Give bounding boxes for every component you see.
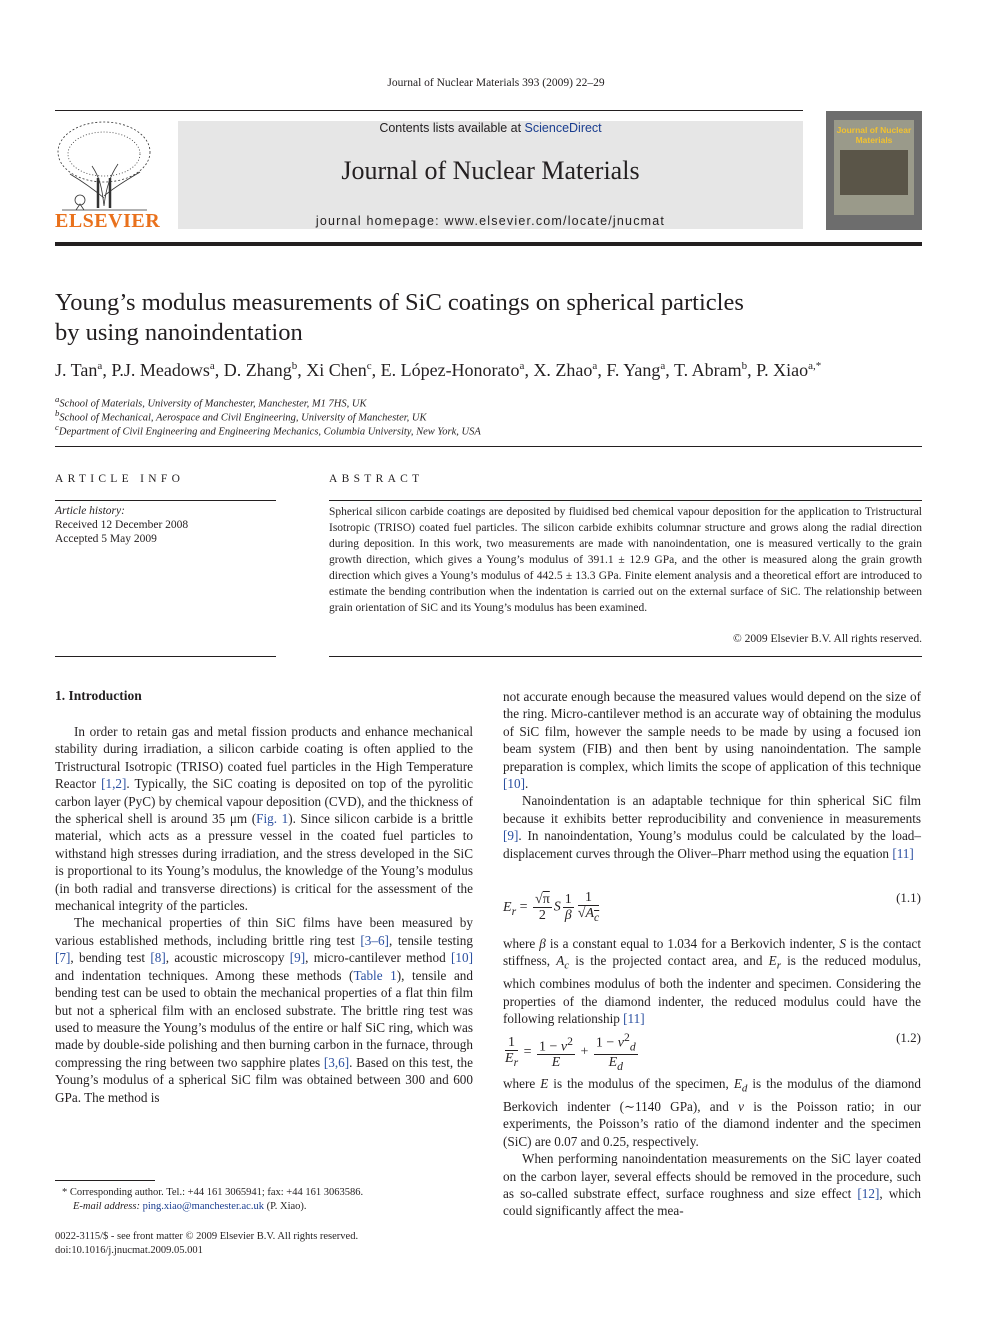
- author[interactable]: J. Tan: [55, 360, 98, 380]
- cover-title: Journal of Nuclear Materials: [836, 125, 912, 145]
- footnote-divider: [55, 1180, 155, 1181]
- author-affiliation-marker: a: [592, 360, 598, 372]
- abstract-divider: [329, 500, 922, 501]
- citation-link[interactable]: [12]: [857, 1186, 880, 1202]
- body-column-right-bottom: [503, 1075, 921, 1220]
- elsevier-wordmark: ELSEVIER: [55, 210, 161, 232]
- sciencedirect-link[interactable]: ScienceDirect: [524, 121, 602, 135]
- paragraph: where β is a constant equal to 1.034 for a Berkovich indenter, S is the contact stiffness, $A_c$ is the projected contact area, and $E_r$ is the reduced modulus, which combines modulus of both the indenter and specimen. Considering the properties of the diamond indenter, the reduced modulus could have the following relationship [11]: [503, 936, 921, 1027]
- history-label: Article history:: [55, 505, 125, 517]
- abstract-body: Spherical silicon carbide coatings are deposited by fluidised bed chemical vapour deposition for the application to Tristructural Isotropic (TRISO) coated fuel particles. The silicon carbide exhibits columnar structure and grows along the radial direction during deposition. In this work, two measurements are made with nanoindentation, one is measured vertically to the grain growth direction, which gives a Young’s modulus of 391.1 ± 12.9 GPa, and the other is measured along the grain growth direction which gives a Young’s modulus of 442.5 ± 13.3 GPa. Finite element analysis and a theoretical effort are introduced to estimate the bending contribution when the indentation is carried out on the external surface of SiC. The relationship between grain orientation of SiC and its Young’s modulus has been examined.: [329, 506, 922, 614]
- paragraph: When performing nanoindentation measurements on the SiC layer coated on the carbon layer, several effects should be removed in the procedure, such as so-called substrate effect, surface roughness and size effect [12], which could significantly affect the mea-: [503, 1151, 921, 1219]
- email-link[interactable]: ping.xiao@manchester.ac.uk: [142, 1201, 264, 1212]
- affiliation-divider: [55, 446, 922, 447]
- header-divider: [55, 242, 922, 246]
- article-title: [55, 288, 915, 348]
- received-date: Received 12 December 2008: [55, 519, 189, 531]
- equation-1-2: $\frac{1}{E_r}$ = $\frac{1 - \nu^2}{E}$ + $\frac{1 - \nu^2_d}{E_d}$ (1.2): [505, 1030, 921, 1074]
- author-affiliation-marker: b: [291, 360, 298, 372]
- author-affiliation-marker: a: [660, 360, 666, 372]
- paragraph: not accurate enough because the measured values would depend on the size of the ring. Micro-cantilever method is an accurate way of obtaining the modulus of SiC film, however the sample needs to be made by using a focused ion beam system (FIB) and then bent by using nanoindentation. The sample preparation is complex, which limits the scope of application of this technique [10].: [503, 689, 921, 792]
- citation-link[interactable]: [3,6]: [323, 1054, 350, 1070]
- article-title-line2: by using nanoindentation: [55, 319, 303, 346]
- journal-title: Journal of Nuclear Materials: [341, 156, 640, 185]
- article-info-heading: ARTICLE INFO: [55, 473, 185, 485]
- citation-link[interactable]: [7]: [55, 950, 71, 966]
- citation-link[interactable]: [9]: [289, 950, 306, 966]
- contents-line: [178, 121, 803, 135]
- author[interactable]: X. Zhao: [533, 360, 593, 380]
- corresponding-author-footnote: * Corresponding author. Tel.: +44 161 3065941; fax: +44 161 3063586.: [62, 1187, 364, 1198]
- section-heading-introduction: 1. Introduction: [55, 688, 142, 703]
- top-divider: [55, 110, 803, 111]
- article-info-bottom-divider: [55, 656, 276, 657]
- author-affiliation-marker: a: [97, 360, 103, 372]
- journal-reference: Journal of Nuclear Materials 393 (2009) 22–29: [387, 77, 605, 89]
- author-affiliation-marker: a: [209, 360, 215, 372]
- citation-link[interactable]: [3–6]: [360, 932, 389, 948]
- affiliation-c: $^c$Department of Civil Engineering and Engineering Mechanics, Columbia University, New York, USA: [55, 422, 481, 438]
- abstract-heading: ABSTRACT: [329, 473, 424, 485]
- citation-link[interactable]: [10]: [503, 776, 525, 792]
- affiliation-a: $^a$School of Materials, University of Manchester, Manchester, M1 7HS, UK: [55, 394, 367, 410]
- author-affiliation-marker: a,*: [808, 360, 822, 372]
- abstract-bottom-divider: [329, 656, 922, 657]
- citation-link[interactable]: [11]: [623, 1011, 645, 1027]
- accepted-date: Accepted 5 May 2009: [55, 533, 157, 545]
- author[interactable]: D. Zhang: [223, 360, 292, 380]
- issn-line: 0022-3115/$ - see front matter © 2009 Elsevier B.V. All rights reserved.: [55, 1231, 359, 1242]
- author-affiliation-marker: b: [741, 360, 748, 372]
- body-column-right-middle: [503, 935, 921, 1028]
- doi-line[interactable]: doi:10.1016/j.jnucmat.2009.05.001: [55, 1245, 203, 1256]
- table-link[interactable]: Table 1: [353, 967, 397, 983]
- author[interactable]: P.J. Meadows: [111, 360, 210, 380]
- paragraph: Nanoindentation is an adaptable technique for thin spherical SiC film because it exhibits better reproducibility and convenience in measurements [9]. In nanoindentation, Young’s modulus could be calculated by the load–displacement curves through the Oliver–Pharr method using the equation [11]: [503, 793, 921, 861]
- cover-image: [840, 150, 908, 195]
- citation-link[interactable]: [11]: [892, 845, 914, 861]
- journal-homepage[interactable]: journal homepage: www.elsevier.com/locate/jnucmat: [315, 214, 666, 228]
- equation-number: (1.2): [896, 1030, 921, 1045]
- body-column-left: [55, 723, 473, 1106]
- citation-link[interactable]: [9]: [503, 828, 519, 844]
- author[interactable]: E. López-Honorato: [380, 360, 520, 380]
- email-footnote: E-mail address: ping.xiao@manchester.ac.uk (P. Xiao).: [73, 1201, 307, 1212]
- paragraph: where E is the modulus of the specimen, $E_d$ is the modulus of the diamond Berkovich indenter (∼1140 GPa), and ν is the Poisson ratio; in our experiments, the Poisson’s ratio of the diamond indenter and the specimen (SiC) are 0.07 and 0.25, respectively.: [503, 1076, 921, 1149]
- abstract-copyright: © 2009 Elsevier B.V. All rights reserved.: [733, 633, 922, 645]
- body-column-right-top: [503, 688, 921, 862]
- author[interactable]: P. Xiao: [756, 360, 809, 380]
- author[interactable]: Xi Chen: [306, 360, 367, 380]
- equation-1-1: $E_r$ = $\frac{√\pi}{2}$ S $\frac{1}{\beta}$ $\frac{1}{√A_c}$ (1.1): [503, 890, 921, 924]
- author-affiliation-marker: a: [519, 360, 525, 372]
- citation-link[interactable]: [10]: [451, 950, 473, 966]
- article-title-line1: Young’s modulus measurements of SiC coatings on spherical particles: [55, 289, 744, 316]
- author[interactable]: T. Abram: [673, 360, 742, 380]
- figure-link[interactable]: Fig. 1: [256, 811, 289, 827]
- author[interactable]: F. Yang: [606, 360, 661, 380]
- paragraph: In order to retain gas and metal fission products and enhance mechanical stability during irradiation, a silicon carbide coating is often applied to the Tristructural Isotropic (TRISO) coated fuel particles in the High Temperature Reactor [1,2]. Typically, the SiC coating is deposited on top of the pyrolitic carbon layer (PyC) by chemical vapour deposition (CVD), and the thickness of the spherical shell is around 35 μm (Fig. 1). Since silicon carbide is a brittle material, which acts as a pressure vessel in the coated fuel particles to withstand high stresses during irradiation, and the stress developed in the SiC is proportional to its Young’s modulus, the knowledge of the Young’s modulus (in both radial and transverse directions) is critical for the assessment of the mechanical integrity of the particles.: [55, 724, 473, 914]
- citation-link[interactable]: [1,2]: [101, 776, 127, 792]
- affiliation-b: $^b$School of Mechanical, Aerospace and Civil Engineering, University of Manchester, UK: [55, 408, 427, 424]
- author-affiliation-marker: c: [366, 360, 372, 372]
- paragraph: The mechanical properties of thin SiC films have been measured by various established methods, including brittle ring test [3–6], tensile testing [7], bending test [8], acoustic microscopy [9], micro-cantilever method [10] and indentation techniques. Among these methods (Table 1), tensile and bending test can be used to obtain the mechanical properties of a flat thin film but not a spherical film with an enclosed substrate. The brittle ring test was used to measure the Young’s modulus of the entire or half SiC ring, which was made by double-side polishing and then burning carbon in the furnace, through compressing the ring between two sapphire plates [3,6]. Based on this test, the Young’s modulus of a spherical SiC film was obtained between 300 and 600 GPa. The method is: [55, 915, 473, 1105]
- contents-prefix: Contents lists available at: [379, 121, 525, 135]
- citation-link[interactable]: [8]: [150, 950, 166, 966]
- equation-number: (1.1): [896, 890, 921, 905]
- author-list: J. Tan$^a$, P.J. Meadows$^a$, D. Zhang$^b$, Xi Chen$^c$, E. López-Honorato$^a$, X. Zhao$^a$, F. Yang$^a$, T. Abram$^b$, P. Xiao$^{a,*}$: [55, 360, 822, 380]
- article-info-divider: [55, 500, 276, 501]
